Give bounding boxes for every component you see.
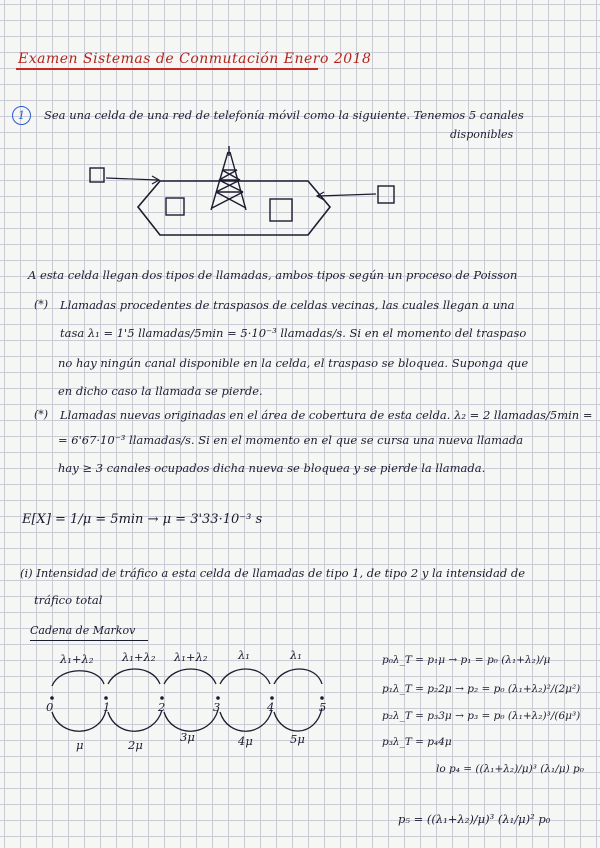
forward-arc-4: [274, 669, 322, 684]
state-5: 5: [319, 700, 327, 714]
equation-4: p₃λ_T = p₄4μ: [382, 736, 452, 748]
backward-label-1: 2μ: [128, 738, 143, 752]
equation-3: p₂λ_T = p₃3μ → p₃ = p₀ (λ₁+λ₂)³/(6μ³): [382, 710, 581, 722]
backward-label-0: μ: [76, 738, 84, 752]
forward-arc-0: [52, 671, 104, 686]
item2-line-2: = 6'67·10⁻³ llamadas/s. Si en el momento en el que se cursa una nueva llamada: [58, 433, 524, 447]
forward-label-3: λ₁: [238, 648, 250, 662]
state-1: 1: [103, 700, 111, 714]
item2-label: (*): [34, 408, 49, 421]
intro-line-2: disponibles: [450, 128, 514, 141]
markov-title: Cadena de Markov: [30, 624, 136, 637]
expectation-formula: E[X] = 1/μ = 5min → μ = 3'33·10⁻³ s: [22, 512, 263, 527]
page-title: Examen Sistemas de Conmutación Enero 2018: [18, 51, 372, 67]
forward-label-0: λ₁+λ₂: [60, 652, 94, 666]
question-number: 1: [12, 106, 31, 125]
item1-line-3: no hay ningún canal disponible en la celda, el traspaso se bloquea. Suponga que: [58, 356, 529, 370]
forward-arc-1: [108, 669, 160, 684]
intro-line-1: Sea una celda de una red de telefonía móvil como la siguiente. Tenemos 5 canales: [44, 108, 524, 122]
arrivals-line: A esta celda llegan dos tipos de llamadas, ambos tipos según un proceso de Poisson: [28, 268, 518, 282]
backward-arc-4: [274, 708, 322, 731]
backward-arc-2: [164, 710, 218, 731]
backward-label-3: 4μ: [238, 734, 253, 748]
equation-1: p₀λ_T = p₁μ → p₁ = p₀ (λ₁+λ₂)/μ: [382, 654, 551, 666]
forward-label-1: λ₁+λ₂: [122, 650, 156, 664]
item1-line-1: Llamadas procedentes de traspasos de celdas vecinas, las cuales llegan a una: [60, 298, 515, 312]
item2-line-1: Llamadas nuevas originadas en el área de cobertura de esta celda. λ₂ = 2 llamadas/5min =: [60, 408, 593, 422]
forward-label-4: λ₁: [290, 648, 302, 662]
backward-arc-0: [52, 710, 106, 731]
state-2: 2: [158, 700, 166, 714]
backward-arc-3: [220, 710, 272, 731]
equation-2: p₁λ_T = p₂2μ → p₂ = p₀ (λ₁+λ₂)²/(2μ²): [382, 683, 581, 695]
part-i-line-1: (i) Intensidad de tráfico a esta celda de llamadas de tipo 1, de tipo 2 y la intensidad de: [20, 566, 526, 580]
backward-arc-1: [108, 710, 162, 731]
item1-line-2: tasa λ₁ = 1'5 llamadas/5min = 5·10⁻³ llamadas/s. Si en el momento del traspaso: [60, 326, 527, 340]
state-0: 0: [46, 700, 54, 714]
backward-label-2: 3μ: [180, 730, 195, 744]
forward-arc-3: [220, 669, 270, 684]
item1-label: (*): [34, 298, 49, 311]
state-4: 4: [267, 700, 275, 714]
part-i-line-2: tráfico total: [34, 593, 103, 607]
forward-arc-2: [164, 669, 216, 684]
state-3: 3: [213, 700, 221, 714]
item1-line-4: en dicho caso la llamada se pierde.: [58, 384, 263, 398]
forward-label-2: λ₁+λ₂: [174, 650, 208, 664]
item2-line-3: hay ≥ 3 canales ocupados dicha nueva se bloquea y se pierde la llamada.: [58, 461, 486, 475]
equation-6: p₅ = ((λ₁+λ₂)/μ)³ (λ₁/μ)² p₀: [398, 812, 551, 826]
backward-label-4: 5μ: [290, 732, 305, 746]
equation-5: lo p₄ = ((λ₁+λ₂)/μ)³ (λ₁/μ) p₀: [436, 763, 584, 775]
